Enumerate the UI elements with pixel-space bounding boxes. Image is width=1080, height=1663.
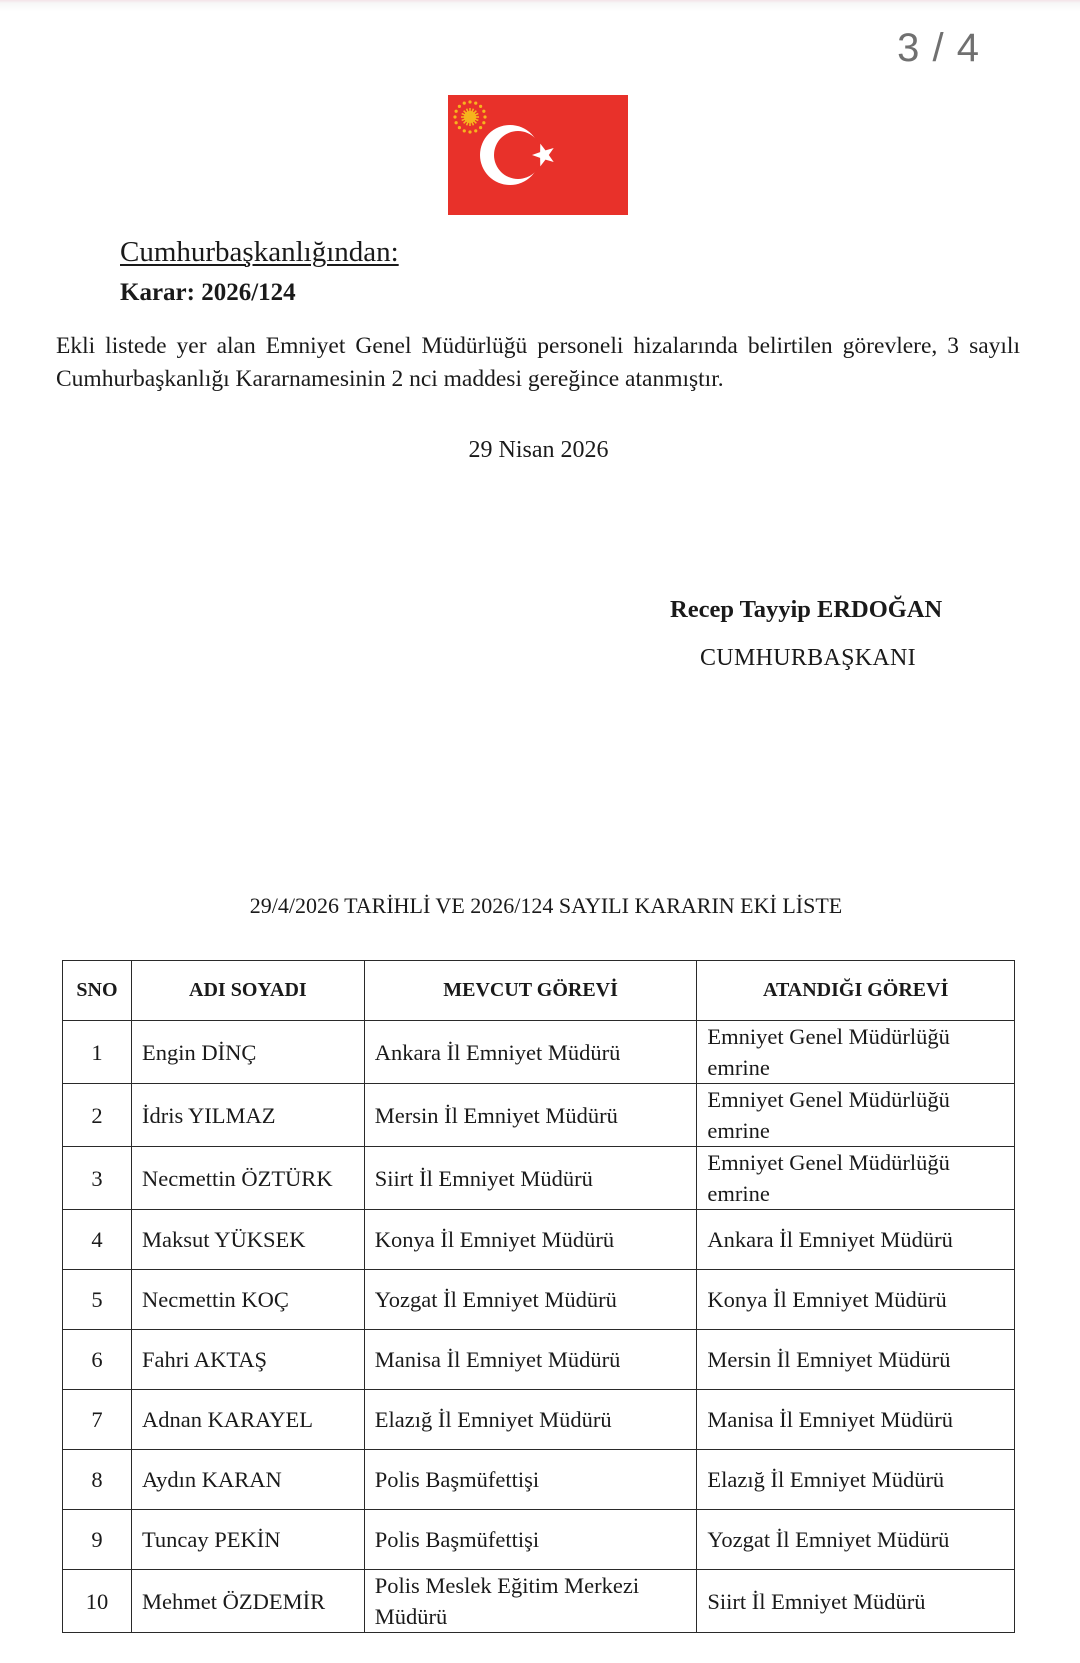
- emblem-star: [482, 121, 485, 124]
- table-row: [63, 1390, 1015, 1450]
- cell-sno: 9: [63, 1510, 132, 1570]
- cell-name: Fahri AKTAŞ: [131, 1330, 364, 1390]
- cell-name: Engin DİNÇ: [131, 1021, 364, 1084]
- cell-current-post: Yozgat İl Emniyet Müdürü: [364, 1270, 697, 1330]
- cell-name: Tuncay PEKİN: [131, 1510, 364, 1570]
- cell-assigned-post: Manisa İl Emniyet Müdürü: [697, 1390, 1015, 1450]
- emblem-star: [479, 105, 482, 108]
- list-title: [0, 893, 1080, 919]
- table-row: [63, 1147, 1015, 1210]
- cell-name: Necmettin ÖZTÜRK: [131, 1147, 364, 1210]
- appointment-table: [62, 960, 1015, 1633]
- emblem-star: [458, 126, 461, 129]
- table-row: [63, 1570, 1015, 1633]
- cell-assigned-post: Mersin İl Emniyet Müdürü: [697, 1330, 1015, 1390]
- cell-name: Adnan KARAYEL: [131, 1390, 364, 1450]
- signatory-name: Recep Tayyip ERDOĞAN: [670, 596, 943, 623]
- cell-sno: 10: [63, 1570, 132, 1633]
- cell-current-post: Polis Meslek Eğitim Merkezi Müdürü: [364, 1570, 697, 1633]
- decision-date-text: 29 Nisan 2026: [468, 437, 609, 463]
- cell-sno: 8: [63, 1450, 132, 1510]
- table-row: [63, 1084, 1015, 1147]
- cell-assigned-post: Emniyet Genel Müdürlüğü emrine: [697, 1147, 1015, 1210]
- table-row: [63, 1210, 1015, 1270]
- cell-sno: 2: [63, 1084, 132, 1147]
- cell-sno: 1: [63, 1021, 132, 1084]
- cell-current-post: Manisa İl Emniyet Müdürü: [364, 1330, 697, 1390]
- emblem-star: [463, 129, 466, 132]
- page-counter: 3 / 4: [897, 26, 980, 70]
- cell-name: İdris YILMAZ: [131, 1084, 364, 1147]
- issuer-heading: Cumhurbaşkanlığından:: [120, 236, 399, 268]
- cell-sno: 7: [63, 1390, 132, 1450]
- cell-name: Maksut YÜKSEK: [131, 1210, 364, 1270]
- table-row: [63, 1450, 1015, 1510]
- cell-assigned-post: Emniyet Genel Müdürlüğü emrine: [697, 1084, 1015, 1147]
- emblem-star: [483, 115, 486, 118]
- cell-assigned-post: Emniyet Genel Müdürlüğü emrine: [697, 1021, 1015, 1084]
- cell-sno: 6: [63, 1330, 132, 1390]
- viewer-top-bar: [0, 0, 1080, 12]
- cell-current-post: Polis Başmüfettişi: [364, 1450, 697, 1510]
- signatory-title: CUMHURBAŞKANI: [700, 645, 916, 671]
- decision-body: Ekli listede yer alan Emniyet Genel Müdürlüğü personeli hizalarında belirtilen görevlere, 3 sayılı Cumhurbaşkanlığı Kararnamesinin 2 nci maddesi gereğince atanmıştır.: [56, 333, 1020, 392]
- emblem-star: [474, 129, 477, 132]
- cell-name: Aydın KARAN: [131, 1450, 364, 1510]
- cell-sno: 4: [63, 1210, 132, 1270]
- cell-sno: 5: [63, 1270, 132, 1330]
- cell-assigned-post: Siirt İl Emniyet Müdürü: [697, 1570, 1015, 1633]
- cell-current-post: Polis Başmüfettişi: [364, 1510, 697, 1570]
- emblem-star: [479, 126, 482, 129]
- cell-current-post: Mersin İl Emniyet Müdürü: [364, 1084, 697, 1147]
- cell-current-post: Konya İl Emniyet Müdürü: [364, 1210, 697, 1270]
- emblem-star: [468, 130, 471, 133]
- cell-name: Mehmet ÖZDEMİR: [131, 1570, 364, 1633]
- cell-current-post: Siirt İl Emniyet Müdürü: [364, 1147, 697, 1210]
- emblem-star: [455, 121, 458, 124]
- cell-current-post: Ankara İl Emniyet Müdürü: [364, 1021, 697, 1084]
- cell-sno: 3: [63, 1147, 132, 1210]
- list-title-text: 29/4/2026 TARİHLİ VE 2026/124 SAYILI KARARIN EKİ LİSTE: [249, 893, 843, 918]
- cell-current-post: Elazığ İl Emniyet Müdürü: [364, 1390, 697, 1450]
- decision-number: Karar: 2026/124: [120, 279, 296, 306]
- presidential-flag-icon: [448, 95, 628, 215]
- cell-name: Necmettin KOÇ: [131, 1270, 364, 1330]
- emblem-star: [474, 102, 477, 105]
- decision-date: [0, 437, 1080, 464]
- emblem-star: [468, 100, 471, 103]
- header-name: ADI SOYADI: [131, 961, 364, 1021]
- table-row: [63, 1330, 1015, 1390]
- table-row: [63, 1270, 1015, 1330]
- emblem-star: [482, 110, 485, 113]
- header-assigned-post: ATANDIĞI GÖREVİ: [697, 961, 1015, 1021]
- table-row: [63, 1510, 1015, 1570]
- cell-assigned-post: Yozgat İl Emniyet Müdürü: [697, 1510, 1015, 1570]
- header-sno: SNO: [63, 961, 132, 1021]
- emblem-star: [458, 105, 461, 108]
- header-current-post: MEVCUT GÖREVİ: [364, 961, 697, 1021]
- table-row: [63, 1021, 1015, 1084]
- cell-assigned-post: Ankara İl Emniyet Müdürü: [697, 1210, 1015, 1270]
- cell-assigned-post: Konya İl Emniyet Müdürü: [697, 1270, 1015, 1330]
- emblem-star: [453, 115, 456, 118]
- table-header-row: [63, 961, 1015, 1021]
- emblem-star: [463, 102, 466, 105]
- emblem-star: [455, 110, 458, 113]
- cell-assigned-post: Elazığ İl Emniyet Müdürü: [697, 1450, 1015, 1510]
